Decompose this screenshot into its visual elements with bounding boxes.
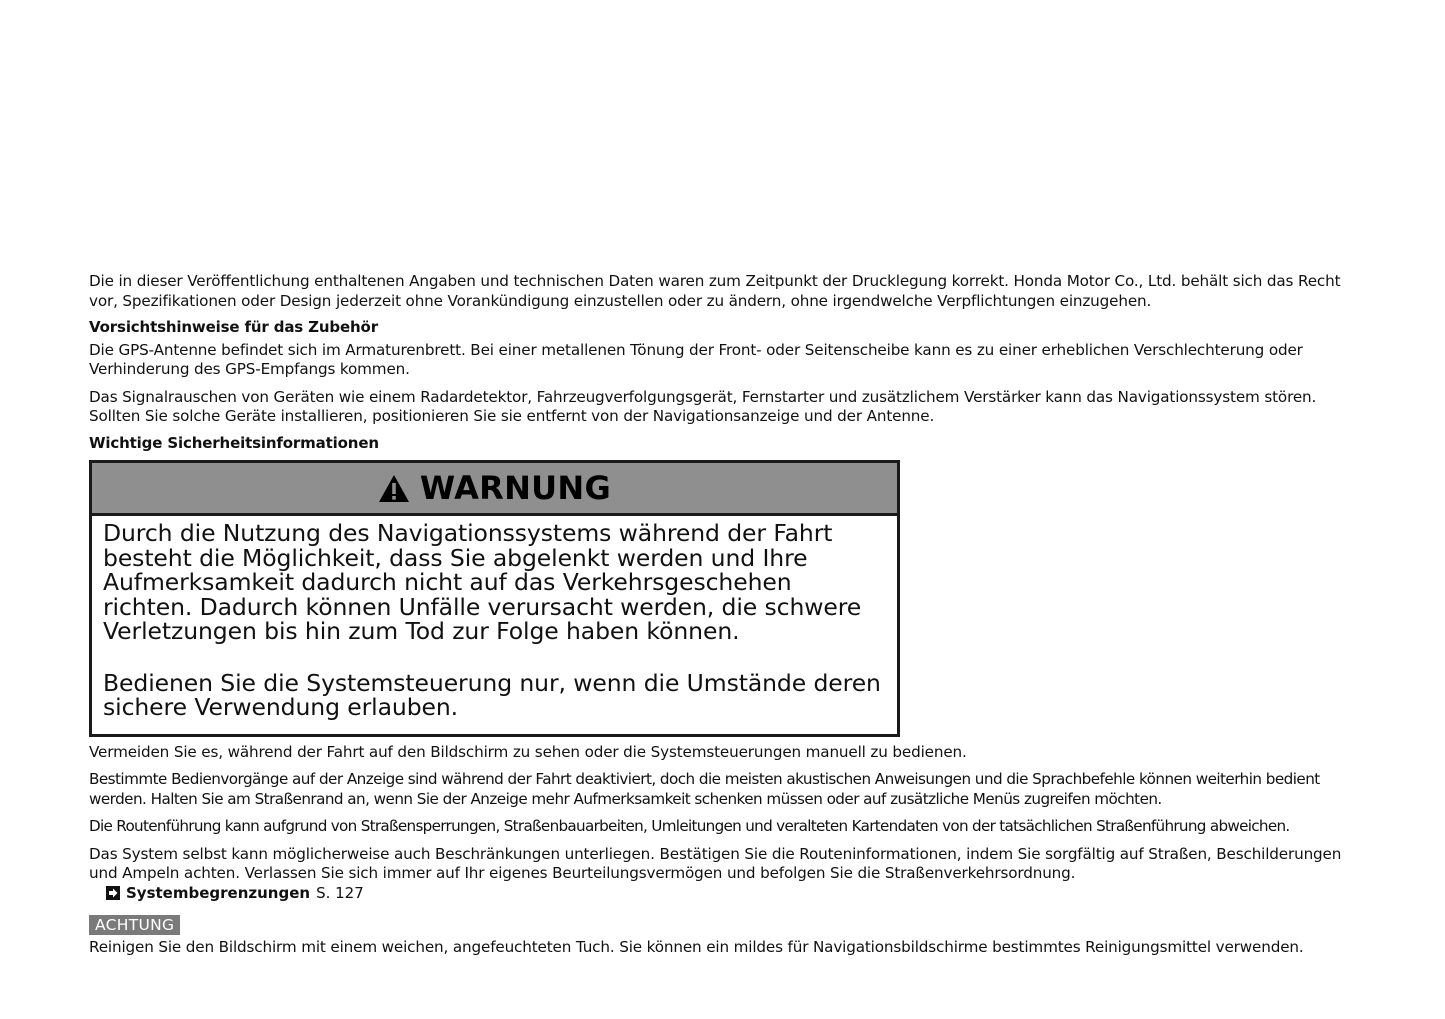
- warning-triangle-icon: [378, 474, 410, 503]
- cross-reference-label: Systembegrenzungen: [126, 883, 311, 902]
- warning-box: [89, 460, 900, 737]
- manual-page: [89, 272, 1369, 958]
- accessories-paragraph-gps: Die GPS-Antenne befindet sich im Armaturenbrett. Bei einer metallenen Tönung der Front- oder Seitenscheibe kann es zu einer erheblichen Verschlechterung oder Verhinderung des GPS-Empfangs kommen.: [89, 340, 1303, 378]
- intro-paragraph: Die in dieser Veröffentlichung enthaltenen Angaben und technischen Daten waren zum Zeitpunkt der Drucklegung korrekt. Honda Motor Co., Ltd. behält sich das Recht vor, Spezifikationen oder Design jederzeit ohne Vorankündigung einzustellen oder zu ändern, ohne irgendwelche Verpflichtungen einzugehen.: [89, 272, 1341, 310]
- safety-paragraph-route-deviation: Die Routenführung kann aufgrund von Straßensperrungen, Straßenbauarbeiten, Umleitungen und veralteten Kartendaten von der tatsächlichen Straßenführung abweichen.: [89, 817, 1290, 835]
- safety-paragraph-system-limits: Das System selbst kann möglicherweise auch Beschränkungen unterliegen. Bestätigen Sie die Routeninformationen, indem Sie sorgfältig auf Straßen, Beschilderungen und Ampeln achten. Verlassen Sie sich immer auf Ihr eigenes Beurteilungsvermögen und befolgen Sie die Straßenverkehrsordnung.: [89, 844, 1342, 882]
- safety-paragraph-avoid: Vermeiden Sie es, während der Fahrt auf den Bildschirm zu sehen oder die Systemsteuerungen manuell zu bedienen.: [89, 742, 967, 761]
- arrow-right-icon: [106, 886, 120, 900]
- warning-paragraph-operation: Bedienen Sie die Systemsteuerung nur, wenn die Umstände deren sichere Verwendung erlauben.: [103, 668, 881, 721]
- warning-paragraph-distraction: Durch die Nutzung des Navigationssystems während der Fahrt besteht die Möglichkeit, dass Sie abgelenkt werden und Ihre Aufmerksamkeit dadurch nicht auf das Verkehrsgeschehen richten. Dadurch können Unfälle verursacht werden, die schwere Verletzungen bis hin zum Tod zur Folge haben können.: [103, 519, 862, 645]
- accessories-paragraph-noise: Das Signalrauschen von Geräten wie einem Radardetektor, Fahrzeugverfolgungsgerät, Fernstarter und zusätzlichem Verstärker kann das Navigationssystem stören. Sollten Sie solche Geräte installieren, positionieren Sie sie entfernt von der Navigationsanzeige und der Antenne.: [89, 387, 1317, 425]
- safety-heading: Wichtige Sicherheitsinformationen: [89, 433, 379, 452]
- caution-badge: ACHTUNG: [89, 915, 180, 935]
- cross-reference-link[interactable]: [106, 884, 1369, 904]
- accessories-heading: Vorsichtshinweise für das Zubehör: [89, 318, 378, 336]
- safety-paragraph-disabled-functions: Bestimmte Bedienvorgänge auf der Anzeige sind während der Fahrt deaktiviert, doch die meisten akustischen Anweisungen und die Sprachbefehle können weiterhin bedient werden. Halten Sie am Straßenrand an, wenn Sie der Anzeige mehr Aufmerksamkeit schenken müssen oder auf zusätzliche Menüs zugreifen möchten.: [89, 770, 1320, 808]
- cross-reference-page: S. 127: [316, 883, 364, 902]
- warning-header: [92, 463, 897, 516]
- caution-paragraph: Reinigen Sie den Bildschirm mit einem weichen, angefeuchteten Tuch. Sie können ein mildes für Navigationsbildschirme bestimmtes Reinigungsmittel verwenden.: [89, 938, 1304, 956]
- warning-body: [92, 516, 897, 734]
- warning-title: WARNUNG: [419, 469, 612, 507]
